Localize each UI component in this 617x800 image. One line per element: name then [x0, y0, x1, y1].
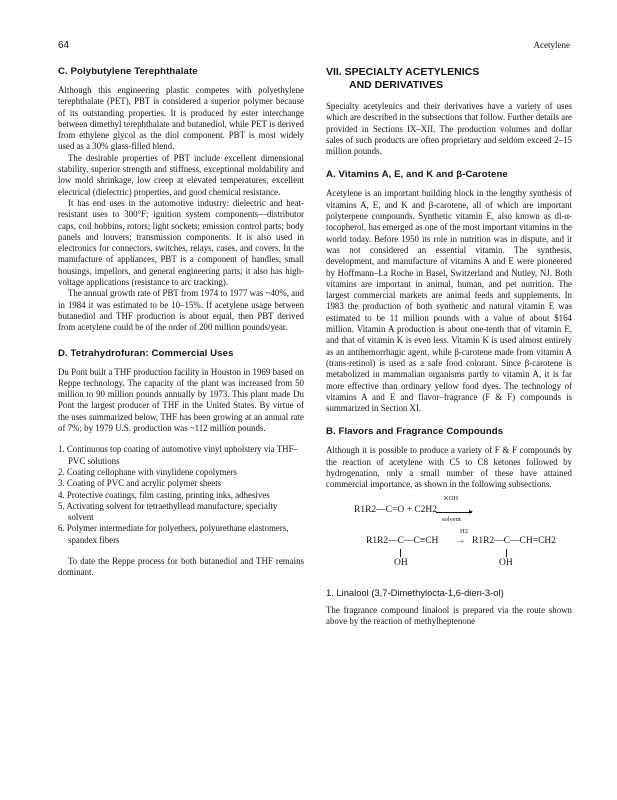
- hydrogen-label: H2: [460, 527, 468, 535]
- left-column: [58, 66, 304, 579]
- hydroxyl-label-2: OH: [499, 557, 513, 568]
- page-header: [58, 40, 570, 54]
- section-heading-line-1: VII. SPECIALTY ACETYLENICS: [326, 66, 480, 78]
- running-title: Acetylene: [533, 40, 570, 50]
- bond-line: [400, 549, 401, 557]
- solvent-label: solvent: [442, 515, 461, 523]
- pbt-paragraph-3: It has end uses in the automotive industry: dielectric and heat-resistant uses to 300°F; ignition system components—distributor caps, coil bobbins, rotors; light sockets; emission control parts; body panels and louvers; transmission components. It is also used in electronics for connectors, switches, relays, cases, and covers. In the manufacture of appliances, PBT is a component of handles, small housings, impellors, and general engineering parts; it also has high-voltage applications (resistance to arc tracking).: [58, 197, 304, 288]
- list-item: 1. Continuous top coating of automotive vinyl upholstery via THF–PVC solutions: [58, 444, 298, 466]
- pbt-paragraph-1: Although this engineering plastic competes with polyethylene terephthalate (PET), PBT is considered a superior polymer because of its outstanding properties. It is produced by ester interchange between dimethyl terephthalate and butanediol, while PET is derived from ethylene glycol as the diol component. PBT is most widely used as a 30% glass-filled blend.: [58, 85, 304, 152]
- reaction-scheme: [326, 491, 572, 579]
- right-column: [326, 66, 572, 627]
- thf-uses-list: [58, 444, 304, 546]
- product-propargyl-alcohol: R1R2—C—C≡CH: [366, 535, 439, 546]
- flavors-heading: B. Flavors and Fragrance Compounds: [326, 426, 504, 438]
- thf-paragraph-2: To date the Reppe process for both butanediol and THF remains dominant.: [58, 555, 304, 578]
- pbt-paragraph-4: The annual growth rate of PBT from 1974 to 1977 was ~40%, and in 1984 it was estimated to be 10–15%. If acetylene usage between butanediol and THF production is about equal, then PBT derived from acetylene could be of the order of 200 million pounds/year.: [58, 288, 304, 333]
- product-allyl-alcohol: R1R2—C—CH=CH2: [472, 535, 557, 546]
- list-item: 5. Activating solvent for tetraethyllead manufacture, specialty solvent: [58, 500, 278, 523]
- hydroxyl-label-1: OH: [394, 557, 408, 568]
- specialty-intro: Specialty acetylenics and their derivatives have a variety of uses which are described in the subsections that follow. Further details are provided in Sections IX–XII. The production volumes and dollar sales of such products are often proprietary and seldom exceed 2–15 million pounds.: [326, 101, 572, 157]
- arrow-head: ▸: [469, 507, 474, 517]
- list-item: 6. Polymer intermediate for polyethers, polyurethane elastomers, spandex fibers: [58, 523, 289, 545]
- bond-line: [506, 549, 507, 557]
- vitamins-paragraph: Acetylene is an important building block in the lengthy synthesis of vitamins A, E, and K and β-carotene, all of which are important polyterpene compounds. Synthetic vitamin E, also known as dl-α-tocopherol, has emerged as one of the most important vitamins in the world today. Before 1950 its role in nutrition was in dispute, and it was not considered an essential vitamin. The synthesis, development, and manufacture of vitamins A and E were pioneered by Hoffmann–La Roche in Basel, Switzerland and Nutley, NJ. Both vitamins are important in animal, human, and pet nutrition. The largest commercial markets are animal feeds and supplements. In 1983 the production of both synthetic and natural vitamin E was estimated to be 11 million pounds with a value of about $164 million. Vitamin A production is about one-tenth that of vitamin E, and that of vitamin K is even less. Vitamin K is used almost entirely as an antihemorrhagic agent, while β-carotene made from vitamin A (trans-retinol) is used as a safe food colorant. Since β-carotene is metabolized in mammalian organisms partly to vitamin A, it is far more effective than ordinary yellow food dyes. The technology of vitamins A and E and flavor–fragrance (F & F) compounds is summarized in Section XI.: [326, 188, 572, 414]
- thf-paragraph-1: Du Pont built a THF production facility in Houston in 1969 based on Reppe technology. The capacity of the plant was increased from 50 million to 90 million pounds annually by 1973. This plant made Du Pont the largest producer of THF in the United States. By virtue of the uses summarized below, THF has been growing at an annual rate of 7%; by 1979 U.S. production was ~112 million pounds.: [58, 366, 304, 434]
- hydrogenation-arrow: →: [456, 535, 466, 546]
- pbt-paragraph-2: The desirable properties of PBT include excellent dimensional stability, superior strength and stiffness, exceptional moldability and low mold shrinkage, low creep at elevated temperatures, excellent electrical (dielectric) properties, and good chemical resistance.: [58, 152, 304, 197]
- section-heading: [326, 66, 572, 92]
- list-item: 2. Coating cellophane with vinylidene copolymers: [58, 466, 237, 477]
- reaction-arrow: [436, 512, 472, 513]
- vitamins-heading: A. Vitamins A, E, and K and β-Carotene: [326, 169, 508, 181]
- pbt-heading: C. Polybutylene Terephthalate: [58, 66, 198, 77]
- thf-heading: D. Tetrahydrofuran: Commercial Uses: [58, 347, 234, 359]
- flavors-paragraph-1: Although it is possible to produce a variety of F & F compounds by the reaction of acetylene with C5 to C8 ketones followed by hydrogenation, only a small number of these have attained commercial importance, as shown in the following subsections.: [326, 445, 572, 490]
- linalool-heading: 1. Linalool (3,7-Dimethylocta-1,6-dien-3-ol): [326, 586, 504, 598]
- reactants: R1R2—C=O + C2H2: [354, 504, 438, 515]
- list-item: 3. Coating of PVC and acrylic polymer sheets: [58, 478, 222, 489]
- list-item: 4. Protective coatings, film casting, printing inks, adhesives: [58, 489, 270, 500]
- page-number: 64: [58, 40, 70, 51]
- section-heading-line-2: AND DERIVATIVES: [349, 79, 444, 91]
- linalool-paragraph: The fragrance compound linalool is prepared via the route shown above by the reaction of methylheptenone: [326, 604, 572, 626]
- catalyst-label: KOH: [444, 494, 459, 502]
